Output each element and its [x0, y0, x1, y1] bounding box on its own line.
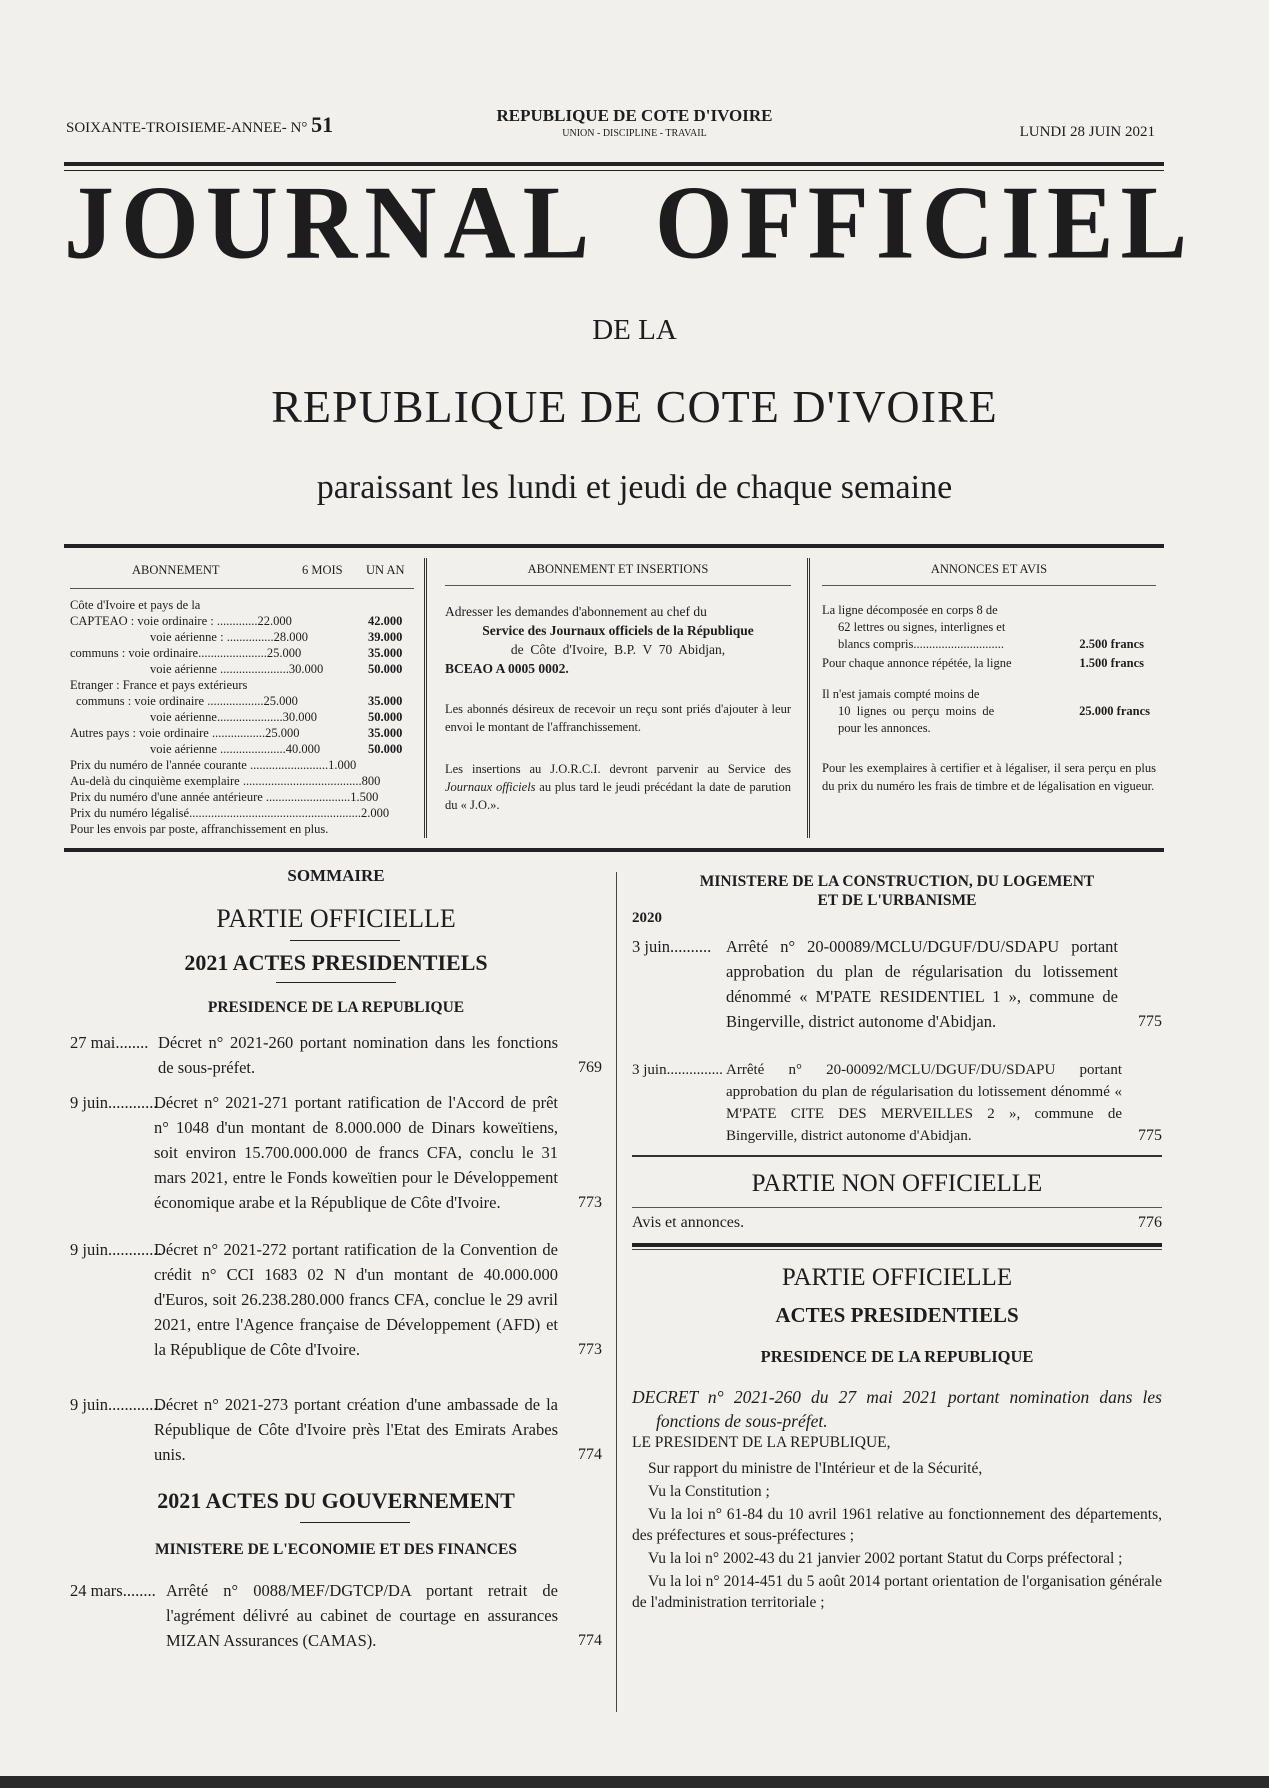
subscription-row-label: communs : voie ordinaire......................25.000	[70, 646, 302, 660]
subscription-row	[70, 661, 414, 677]
toc-text: Arrêté n° 0088/MEF/DGTCP/DA portant retrait de l'agrément délivré au cabinet de courtage en assurances MIZAN Assurances (CAMAS).	[166, 1581, 558, 1650]
col-un-an: UN AN	[366, 563, 405, 577]
toc-date: 3 juin...............	[632, 1062, 723, 1078]
actes-pres-underline	[276, 982, 396, 983]
announcement-rate-1	[822, 602, 1156, 653]
right-ministere-construction	[632, 872, 1162, 910]
subscription-row-annual: 35.000	[368, 726, 403, 740]
non-officielle-rule-bottom	[632, 1207, 1162, 1208]
subscription-price-line: Prix du numéro de l'année courante .........................1.000	[70, 758, 357, 772]
toc-page: 769	[578, 1059, 602, 1076]
subscription-column	[64, 558, 427, 838]
insertions-p2: Les abonnés désireux de recevoir un reçu sont priés d'ajouter à leur envoi le montant de l'affranchissement.	[445, 702, 791, 734]
insertions-p1-b: Service des Journaux officiels de la République	[482, 623, 754, 638]
left-actes-gouvernement: 2021 ACTES DU GOUVERNEMENT	[157, 1488, 515, 1513]
subscription-row	[70, 629, 414, 645]
actes-gouv-underline	[300, 1522, 410, 1523]
toc-date: 3 juin..........	[632, 937, 712, 956]
insertions-header: ABONNEMENT ET INSERTIONS	[527, 562, 709, 576]
ministere-construction-line-2: ET DE L'URBANISME	[817, 892, 977, 909]
right-partie-officielle: PARTIE OFFICIELLE	[781, 1264, 1013, 1291]
toc-entry-presidential[interactable]	[70, 1237, 602, 1362]
subscription-price-line: Prix du numéro d'une année antérieure ...........................1.500	[70, 790, 379, 804]
toc-date: 9 juin.............	[70, 1240, 162, 1259]
ministere-construction-line-1: MINISTERE DE LA CONSTRUCTION, DU LOGEMENT	[699, 873, 1095, 890]
issue-number: 51	[311, 112, 334, 137]
subscription-row-annual: 50.000	[368, 710, 403, 724]
insertions-p3	[445, 760, 791, 814]
rate-3-line-b: 10 lignes ou perçu moins de	[838, 704, 995, 718]
subscription-row-label: Autres pays : voie ordinaire .................25.000	[70, 726, 300, 740]
subscription-row-annual: 39.000	[368, 630, 403, 644]
subscription-price-line: Prix du numéro légalisé.......................................................2.000	[70, 806, 390, 820]
decret-title-text: DECRET n° 2021-260 du 27 mai 2021 portant nomination dans les fonctions de sous-préfet.	[632, 1387, 1162, 1431]
journal-title	[64, 164, 1195, 281]
subscription-row	[70, 741, 414, 757]
rate-1-line-b: 62 lettres ou signes, interlignes et	[838, 620, 1006, 634]
section-rule-thin	[632, 1249, 1162, 1250]
toc-entry-construction-1[interactable]	[632, 934, 1162, 1034]
subscription-row-annual: 50.000	[368, 742, 403, 756]
subscription-row	[70, 677, 414, 693]
journal-title-text: JOURNAL OFFICIEL	[64, 164, 1195, 281]
subscription-row-label: CAPTEAO : voie ordinaire : .............22.000	[70, 614, 292, 628]
left-ministere-economie: MINISTERE DE L'ECONOMIE ET DES FINANCES	[155, 1541, 517, 1558]
subscription-row	[70, 645, 414, 661]
toc-page: 775	[1138, 1127, 1162, 1144]
subscription-row-annual: 35.000	[368, 646, 403, 660]
subtitle-republique: REPUBLIQUE DE COTE D'IVOIRE	[271, 381, 998, 432]
sommaire-heading: SOMMAIRE	[287, 866, 385, 885]
left-presidence: PRESIDENCE DE LA REPUBLIQUE	[207, 999, 465, 1016]
announcements-column	[810, 558, 1164, 838]
left-actes-presidentiels: 2021 ACTES PRESIDENTIELS	[184, 950, 488, 975]
right-year: 2020	[632, 910, 662, 926]
rate-3-price: 25.000 francs	[1079, 704, 1150, 718]
col-6-mois: 6 MOIS	[302, 563, 343, 577]
non-officielle-rule-top	[632, 1155, 1162, 1157]
subscription-header-row	[70, 562, 414, 582]
insertions-p3-b: des	[774, 762, 792, 776]
insertions-divider	[445, 585, 791, 586]
decret-paragraph: Vu la loi n° 61-84 du 10 avril 1961 relative au fonctionnement des départements, des préfectures et sous-préfectures ;	[632, 1506, 1162, 1544]
decret-paragraph: Vu la loi n° 2014-451 du 5 août 2014 portant orientation de l'organisation générale de l'administration territoriale ;	[632, 1573, 1162, 1611]
rate-2-price: 1.500 francs	[1079, 656, 1144, 670]
announcement-rate-2	[822, 655, 1156, 672]
subscription-price-line: Pour les envois par poste, affranchissement en plus.	[70, 822, 329, 836]
country-motto: UNION - DISCIPLINE - TRAVAIL	[562, 128, 707, 139]
subscription-row-label: Etranger : France et pays extérieurs	[70, 678, 248, 692]
bottom-edge	[0, 1776, 1269, 1788]
subscription-row-annual: 35.000	[368, 694, 403, 708]
right-presidence: PRESIDENCE DE LA REPUBLIQUE	[760, 1347, 1034, 1366]
insertions-p3-a: Les insertions au J.O.R.C.I. devront parvenir au Service	[445, 762, 766, 776]
subscription-row-annual: 42.000	[368, 614, 403, 628]
rate-3-line-a: Il n'est jamais compté moins de	[822, 687, 980, 701]
right-partie-non-officielle: PARTIE NON OFFICIELLE	[751, 1170, 1043, 1197]
toc-date: 9 juin............	[70, 1093, 158, 1112]
toc-page: 775	[1138, 1013, 1162, 1030]
subtitle-de-la: DE LA	[592, 314, 677, 346]
subscription-row	[70, 613, 414, 629]
subscription-row-label: voie aérienne .....................40.000	[150, 742, 321, 756]
subscription-rows	[70, 613, 414, 757]
issue-label: SOIXANTE-TROISIEME-ANNEE- N°	[66, 120, 308, 136]
insertions-p3-d: au plus tard le jeudi précédant la date de parution du « J.O.».	[445, 780, 791, 812]
column-divider	[616, 872, 617, 1712]
toc-entry-avis[interactable]	[632, 1214, 1162, 1232]
toc-entry-presidential[interactable]	[70, 1090, 602, 1215]
rate-1-price: 2.500 francs	[1079, 637, 1144, 651]
insertions-p1-a: Adresser les demandes d'abonnement au chef du	[445, 604, 707, 619]
subscription-row-annual: 50.000	[368, 662, 403, 676]
le-president: LE PRESIDENT DE LA REPUBLIQUE,	[632, 1434, 891, 1451]
insertions-p1-d: BCEAO A 0005 0002.	[445, 661, 569, 676]
toc-page: 774	[578, 1632, 602, 1649]
section-rule	[632, 1243, 1162, 1247]
rate-1-line-a: La ligne décomposée en corps 8 de	[822, 603, 998, 617]
issue-date: LUNDI 28 JUIN 2021	[1019, 124, 1155, 140]
subscription-header: ABONNEMENT	[132, 563, 220, 577]
publication-frequency: paraissant les lundi et jeudi de chaque semaine	[316, 469, 953, 506]
toc-page: 776	[1138, 1214, 1162, 1231]
toc-page: 773	[578, 1194, 602, 1211]
toc-text: Décret n° 2021-273 portant création d'une ambassade de la République de Côte d'Ivoire près l'Etat des Emirats Arabes unis.	[154, 1395, 558, 1464]
announcement-note: Pour les exemplaires à certifier et à légaliser, il sera perçu en plus du prix du numéro les frais de timbre et de légalisation en vigueur.	[822, 761, 1156, 793]
decret-paragraph: Sur rapport du ministre de l'Intérieur et de la Sécurité,	[648, 1460, 983, 1477]
left-partie-officielle: PARTIE OFFICIELLE	[216, 904, 456, 933]
toc-text: Décret n° 2021-271 portant ratification de l'Accord de prêt n° 1048 d'un montant de 8.000.000 de Dinars koweïtiens, soit environ 15.700.000.000 de francs CFA, conclu le 31 mars 2021, entre le Fonds koweïtien pour le Développement économique arabe et la République de Côte d'Ivoire.	[154, 1093, 558, 1212]
subscription-row	[70, 725, 414, 741]
decret-title	[632, 1385, 1162, 1433]
toc-entry-presidential[interactable]	[70, 1392, 602, 1467]
toc-date: 9 juin.............	[70, 1395, 162, 1414]
toc-page: 773	[578, 1341, 602, 1358]
subscription-row-label: communs : voie ordinaire ..................25.000	[76, 694, 298, 708]
announcement-rate-3	[822, 686, 1156, 737]
decret-body	[632, 1458, 1162, 1615]
subscription-divider	[70, 588, 414, 589]
partie-officielle-underline	[290, 940, 400, 941]
toc-date: 27 mai........	[70, 1033, 149, 1052]
subscription-prices	[70, 757, 414, 837]
insertions-p1	[445, 602, 791, 678]
subscription-row	[70, 709, 414, 725]
toc-text: Décret n° 2021-272 portant ratification de la Convention de crédit n° CCI 1683 02 N d'un montant de 40.000.000 d'Euros, soit 26.238.280.000 francs CFA, conclue le 29 avril 2021, entre l'Agence française de Développement (AFD) et la République de Côte d'Ivoire.	[154, 1240, 558, 1359]
announcements-divider	[822, 585, 1156, 586]
subscription-row-label: voie aérienne ......................30.000	[150, 662, 324, 676]
country-name: REPUBLIQUE DE COTE D'IVOIRE	[496, 106, 773, 125]
subscription-row-label: voie aérienne.....................30.000	[150, 710, 317, 724]
toc-page: 774	[578, 1446, 602, 1463]
toc-entry-economie[interactable]	[70, 1578, 602, 1653]
insertions-p1-c: de Côte d'Ivoire, B.P. V 70 Abidjan,	[510, 642, 726, 657]
insertions-p3-c: Journaux officiels	[445, 780, 536, 794]
decret-paragraph: Vu la loi n° 2002-43 du 21 janvier 2002 portant Statut du Corps préfectoral ;	[648, 1550, 1123, 1567]
subscription-row-label: voie aérienne : ...............28.000	[150, 630, 308, 644]
rate-2-line: Pour chaque annonce répétée, la ligne	[822, 656, 1012, 670]
insertions-column	[427, 558, 810, 838]
announcements-header: ANNONCES ET AVIS	[930, 562, 1048, 576]
toc-entry-presidential[interactable]	[70, 1030, 602, 1080]
toc-text: Arrêté n° 20-00092/MCLU/DGUF/DU/SDAPU portant approbation du plan de régularisation du lotissement dénommé « M'PATE CITE DES MERVEILLES 2 », commune de Bingerville, district autonome d'Abidjan.	[726, 1062, 1122, 1144]
toc-text: Arrêté n° 20-00089/MCLU/DGUF/DU/SDAPU portant approbation du plan de régularisation du lotissement dénommé « M'PATE RESIDENTIEL 1 », commune de Bingerville, district autonome d'Abidjan.	[726, 937, 1118, 1031]
toc-text: Avis et annonces.	[632, 1214, 745, 1231]
rate-3-line-c: pour les annonces.	[838, 721, 931, 735]
toc-date: 24 mars........	[70, 1581, 156, 1600]
toc-entry-construction-2[interactable]	[632, 1059, 1162, 1147]
subscription-intro: Côte d'Ivoire et pays de la	[70, 598, 201, 612]
toc-text: Décret n° 2021-260 portant nomination dans les fonctions de sous-préfet.	[158, 1033, 558, 1077]
rate-1-line-c: blancs compris.............................	[838, 637, 1004, 651]
decret-paragraph: Vu la Constitution ;	[648, 1483, 770, 1500]
info-box	[64, 544, 1164, 852]
subscription-price-line: Au-delà du cinquième exemplaire ......................................800	[70, 774, 381, 788]
right-actes-presidentiels: ACTES PRESIDENTIELS	[775, 1303, 1019, 1327]
subscription-row	[70, 693, 414, 709]
